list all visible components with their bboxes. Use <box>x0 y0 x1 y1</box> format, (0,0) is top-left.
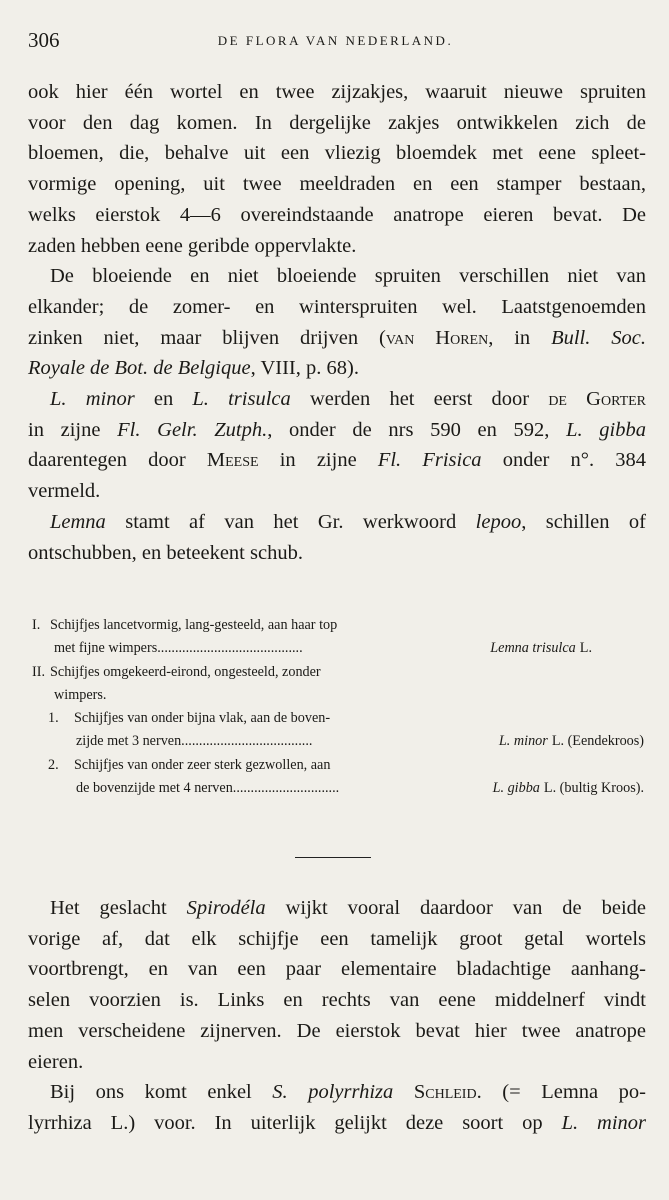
key-entry-1-cont <box>32 730 644 753</box>
text-line: zinken niet, maar blijven drijven (van Horen, in Bull. Soc. <box>28 326 647 349</box>
key-text: wimpers. <box>54 686 107 703</box>
paragraph-etymology <box>28 507 646 568</box>
page-number: 306 <box>28 28 60 52</box>
key-entry-I-cont <box>32 637 644 660</box>
greek-word: lepoo <box>475 510 522 533</box>
species-name: L. gibba <box>566 418 646 441</box>
text-line: welks eierstok 4—6 overeindstaande anatrope eieren bevat. De <box>28 203 646 226</box>
key-entry-II-cont <box>32 684 644 707</box>
paragraph-spruiten <box>28 261 646 384</box>
key-entry-I <box>32 614 644 637</box>
text-line: vermeld. <box>28 480 101 503</box>
text-line: daarentegen door Meese in zijne Fl. Frisica onder n°. 384 <box>28 449 647 472</box>
text-line: lyrrhiza L.) voor. In uiterlijk gelijkt deze soort op L. minor <box>28 1111 646 1134</box>
species-name: S. polyrrhiza <box>272 1081 394 1104</box>
text-line: Het geslacht Spirodéla wijkt vooral daardoor van de beide <box>50 897 646 919</box>
key-entry-1 <box>32 707 644 730</box>
paragraph-spirodela <box>28 893 646 1077</box>
key-number: I. <box>32 617 41 633</box>
key-text: de bovenzijde met 4 nerven.............................. <box>76 780 340 797</box>
journal-title: Royale de Bot. de Belgique <box>28 357 251 380</box>
key-text: zijde met 3 nerven..................................... <box>76 733 313 750</box>
key-entry-II <box>32 661 644 684</box>
book-title: Fl. Gelr. Zutph. <box>117 418 268 441</box>
key-number: 1. <box>48 710 59 727</box>
journal-title: Bull. Soc. <box>551 326 647 349</box>
page-header <box>28 28 643 56</box>
text-line: De bloeiende en niet bloeiende spruiten verschillen niet van <box>50 265 646 288</box>
body-text-lower <box>28 893 646 1139</box>
author-name: Meese <box>206 449 259 472</box>
text-line: voor den dag komen. In dergelijke zakjes ontwikkelen zich de <box>28 111 646 134</box>
key-entry-2-cont <box>32 777 644 800</box>
running-title: DE FLORA VAN NEDERLAND. <box>217 33 454 48</box>
paragraph-history <box>28 384 646 507</box>
identification-key <box>32 614 644 800</box>
key-text: Schijfjes lancetvormig, lang-gesteeld, aan haar top <box>50 617 338 633</box>
key-result: Lemna trisulca <box>490 640 576 657</box>
species-name: L. minor <box>561 1111 646 1134</box>
key-text: Schijfjes van onder bijna vlak, aan de boven- <box>74 710 331 727</box>
key-result: L. gibba <box>492 780 540 797</box>
text-line: in zijne Fl. Gelr. Zutph., onder de nrs 590 en 592, L. gibba <box>28 418 646 441</box>
genus-name: Spirodéla <box>186 897 266 919</box>
text-line: ontschubben, en beteekent schub. <box>28 541 303 564</box>
key-number: II. <box>32 663 45 680</box>
key-text: Schijfjes omgekeerd-eirond, ongesteeld, zonder <box>50 663 321 680</box>
text-line: ook hier één wortel en twee zijzakjes, waaruit nieuwe spruiten <box>28 81 646 103</box>
genus-name: Lemna <box>50 510 106 533</box>
author-name: Schleid. <box>413 1081 482 1104</box>
species-name: L. trisulca <box>192 388 291 411</box>
text-line: selen voorzien is. Links en rechts van eene middelnerf vindt <box>28 989 646 1012</box>
text-line: Bij ons komt enkel S. polyrrhiza Schleid. (= Lemna po- <box>50 1081 646 1104</box>
section-divider <box>295 857 371 858</box>
key-author: L. <box>579 640 592 657</box>
species-name: L. minor <box>50 388 135 411</box>
book-title: Fl. Frisica <box>377 449 482 472</box>
key-text: Schijfjes van onder zeer sterk gezwollen, aan <box>74 756 331 773</box>
key-author: L. (Eendekroos) <box>551 733 644 750</box>
author-name: van Horen <box>385 326 489 349</box>
body-text-upper <box>28 77 646 568</box>
text-line: men verscheidene zijnerven. De eierstok bevat hier twee anatrope <box>28 1019 646 1042</box>
text-line: L. minor en L. trisulca werden het eerst door de Gorter <box>50 388 647 411</box>
paragraph-polyrrhiza <box>28 1077 646 1138</box>
text-line: zaden hebben eene geribde oppervlakte. <box>28 234 357 257</box>
text-line: voortbrengt, en van een paar elementaire bladachtige aanhang- <box>28 958 646 981</box>
paragraph-description <box>28 77 646 261</box>
key-text: met fijne wimpers......................................... <box>54 640 303 657</box>
text-line: Royale de Bot. de Belgique, VIII, p. 68). <box>28 357 359 380</box>
author-name: de Gorter <box>548 388 647 411</box>
key-number: 2. <box>48 756 59 773</box>
text-line: eieren. <box>28 1050 84 1073</box>
key-result: L. minor <box>498 733 548 750</box>
key-entry-2 <box>32 754 644 777</box>
text-line: elkander; de zomer- en winterspruiten wel. Laatstgenoemden <box>28 295 646 318</box>
text-line: vorige af, dat elk schijfje een tamelijk groot getal wortels <box>28 927 646 950</box>
text-line: Lemna stamt af van het Gr. werkwoord lepoo, schillen of <box>50 510 647 533</box>
text-line: bloemen, die, behalve uit een vliezig bloemdek met eene spleet- <box>28 142 646 165</box>
key-author: L. (bultig Kroos). <box>543 780 644 797</box>
text-line: vormige opening, uit twee meeldraden en een stamper bestaan, <box>28 173 646 196</box>
